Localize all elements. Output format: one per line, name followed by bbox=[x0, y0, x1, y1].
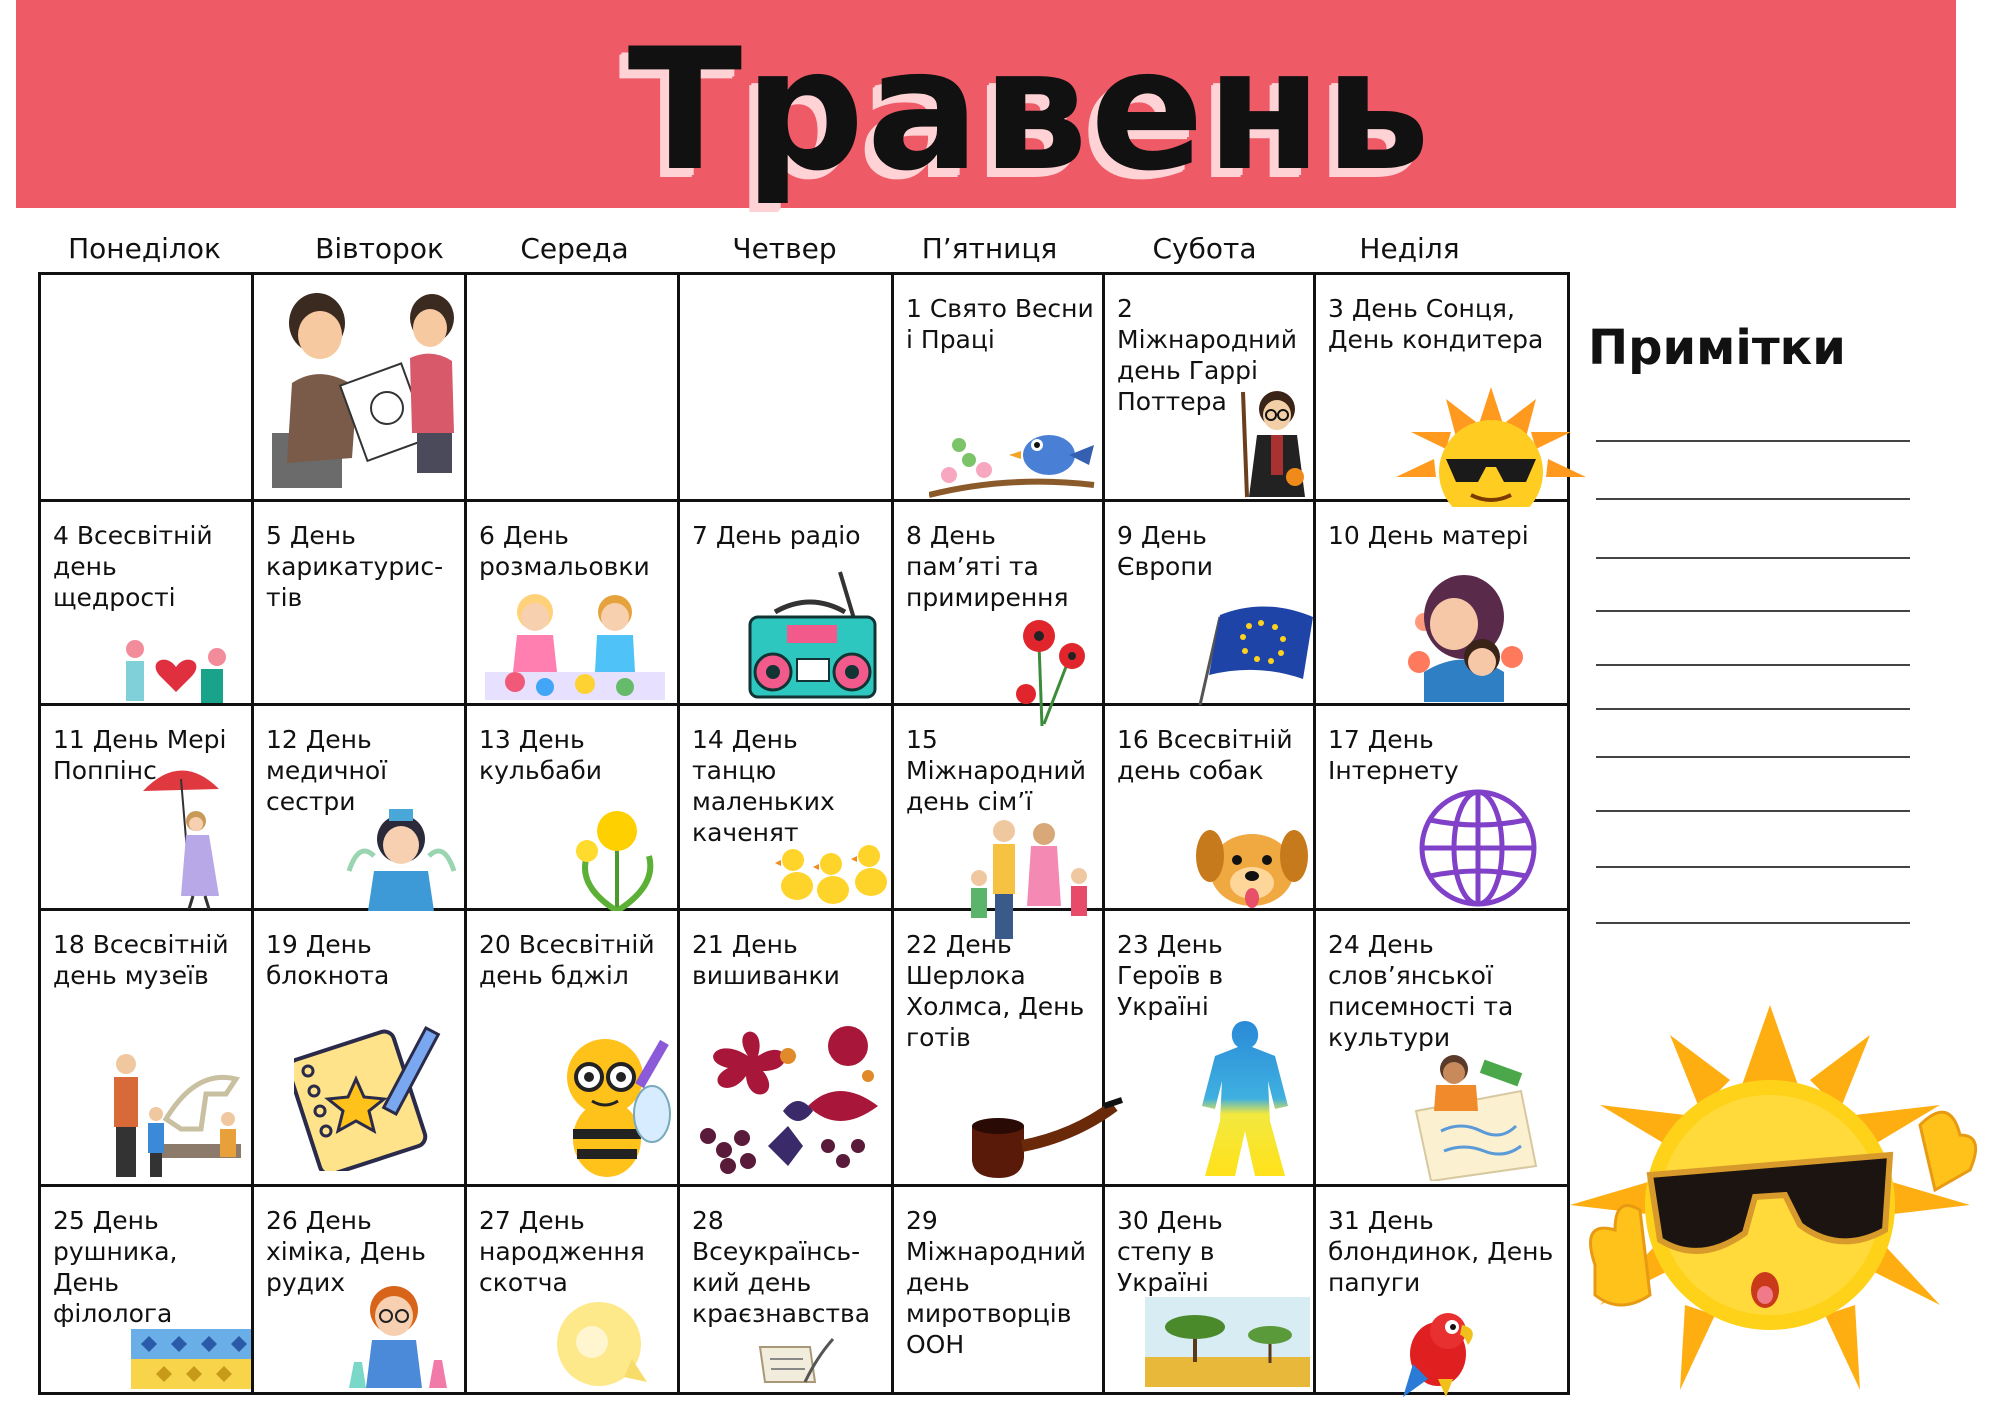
day-label: 1 Свято Весни і Праці bbox=[906, 294, 1094, 354]
day-label: 11 День Мері Поппінс bbox=[53, 725, 227, 785]
weekday-header bbox=[38, 220, 1568, 270]
calendar-cell-empty bbox=[680, 275, 894, 502]
day-label: 14 День танцю маленьких каченят bbox=[692, 725, 835, 847]
notes-line bbox=[1596, 866, 1910, 868]
big-sun-sunglasses-icon bbox=[1540, 1005, 1995, 1410]
calendar-grid bbox=[38, 272, 1570, 1395]
notes-line bbox=[1596, 498, 1910, 500]
kids-painting-icon bbox=[475, 587, 675, 702]
calendar-cell bbox=[894, 911, 1105, 1187]
sun-sunglasses-icon bbox=[1386, 387, 1596, 507]
calendar-cell bbox=[1105, 706, 1316, 911]
ducklings-icon bbox=[775, 838, 890, 908]
notebook-icon bbox=[294, 1021, 444, 1171]
giving-heart-icon bbox=[121, 637, 231, 707]
sherlock-pipe-icon bbox=[964, 1096, 1124, 1181]
embroidered-towel-icon bbox=[131, 1329, 251, 1389]
bee-icon bbox=[547, 1029, 677, 1179]
calendar-cell bbox=[467, 706, 680, 911]
day-label: 13 День кульбаби bbox=[479, 725, 603, 785]
calendar-cell bbox=[680, 502, 894, 706]
calendar-cell bbox=[254, 706, 467, 911]
eu-flag-icon bbox=[1195, 597, 1315, 707]
calendar-cell bbox=[467, 911, 680, 1187]
day-label: 19 День блокнота bbox=[266, 930, 390, 990]
steppe-landscape-icon bbox=[1145, 1297, 1310, 1387]
notes-line bbox=[1596, 708, 1910, 710]
day-label: 18 Всесвітній день музеїв bbox=[53, 930, 229, 990]
calendar-cell bbox=[254, 911, 467, 1187]
scroll-quill-icon bbox=[755, 1337, 835, 1387]
calendar-cell bbox=[1105, 502, 1316, 706]
day-label: 17 День Інтернету bbox=[1328, 725, 1459, 785]
calendar-cell bbox=[894, 706, 1105, 911]
notes-line bbox=[1596, 664, 1910, 666]
dandelion-icon bbox=[557, 806, 677, 911]
calendar-cell bbox=[1316, 275, 1567, 502]
calendar-cell bbox=[680, 1187, 894, 1392]
day-label: 22 День Шерлока Холмса, День готів bbox=[906, 930, 1085, 1052]
day-label: 31 День блондинок, День папуги bbox=[1328, 1206, 1554, 1297]
day-label: 6 День розмальовки bbox=[479, 521, 650, 581]
day-label: 16 Всесвітній день собак bbox=[1117, 725, 1293, 785]
chemist-child-icon bbox=[344, 1282, 454, 1390]
calendar-cell bbox=[1316, 1187, 1567, 1392]
calendar-cell bbox=[1316, 706, 1567, 911]
day-label: 7 День радіо bbox=[692, 521, 861, 550]
notes-title: Примітки bbox=[1588, 320, 1846, 376]
calendar-cell-empty bbox=[41, 275, 254, 502]
calendar-cell bbox=[1105, 911, 1316, 1187]
day-label: 21 День вишиванки bbox=[692, 930, 840, 990]
calendar-cell bbox=[894, 275, 1105, 502]
day-label: 26 День хіміка, День рудих bbox=[266, 1206, 426, 1297]
day-label: 9 День Європи bbox=[1117, 521, 1213, 581]
notes-line bbox=[1596, 440, 1910, 442]
calendar-cell bbox=[254, 1187, 467, 1392]
weekday-label: Субота bbox=[1152, 232, 1257, 265]
dog-icon bbox=[1190, 818, 1315, 910]
ukrainian-hero-icon bbox=[1190, 1021, 1300, 1181]
notes-line bbox=[1596, 610, 1910, 612]
museum-dinosaur-icon bbox=[106, 1049, 246, 1179]
calendar-cell bbox=[41, 911, 254, 1187]
page-title: Травень bbox=[627, 12, 1433, 208]
calendar-cell bbox=[894, 1187, 1105, 1392]
nurse-icon bbox=[344, 801, 459, 911]
day-label: 20 Всесвітній день бджіл bbox=[479, 930, 655, 990]
weekday-label: П’ятниця bbox=[921, 232, 1058, 265]
day-label: 23 День Героїв в Україні bbox=[1117, 930, 1224, 1021]
notes-line bbox=[1596, 810, 1910, 812]
child-writing-scroll-icon bbox=[1406, 1051, 1541, 1181]
day-label: 12 День медичної сестри bbox=[266, 725, 388, 816]
calendar-cell bbox=[1316, 911, 1567, 1187]
day-label: 24 День слов’янської писемності та культури bbox=[1328, 930, 1514, 1052]
day-label: 4 Всесвітній день щедрості bbox=[53, 521, 213, 612]
day-label: 10 День матері bbox=[1328, 521, 1529, 550]
day-label: 27 День народження скотча bbox=[479, 1206, 645, 1297]
mother-child-icon bbox=[1404, 562, 1524, 702]
day-label: 30 День степу в Україні bbox=[1117, 1206, 1223, 1297]
day-label: 5 День карикатурис-тів bbox=[266, 521, 444, 612]
calendar-cell-empty bbox=[467, 275, 680, 502]
calendar-cell bbox=[1316, 502, 1567, 706]
tape-roll-icon bbox=[552, 1297, 647, 1392]
day-label: 29 Міжнародний день миротворців ООН bbox=[906, 1206, 1086, 1359]
vyshyvanka-ornament-icon bbox=[688, 1016, 888, 1181]
calendar-cell bbox=[467, 502, 680, 706]
calendar-cell bbox=[41, 502, 254, 706]
notes-line bbox=[1596, 922, 1910, 924]
day-label: 2 Міжнародний день Гаррі Поттера bbox=[1117, 294, 1297, 416]
calendar-cell bbox=[680, 706, 894, 911]
calendar-cell bbox=[680, 911, 894, 1187]
weekday-label: Понеділок bbox=[68, 232, 221, 265]
weekday-label: Четвер bbox=[732, 232, 837, 265]
day-label: 8 День пам’яті та примирення bbox=[906, 521, 1069, 612]
calendar-cell bbox=[1105, 1187, 1316, 1392]
bird-on-branch-icon bbox=[929, 415, 1099, 505]
calendar-cell bbox=[894, 502, 1105, 706]
calendar-cell bbox=[1105, 275, 1316, 502]
day-label: 15 Міжнародний день сім’ї bbox=[906, 725, 1086, 816]
mary-poppins-umbrella-icon bbox=[141, 761, 241, 911]
weekday-label: Неділя bbox=[1359, 232, 1460, 265]
harry-potter-icon bbox=[1235, 387, 1315, 502]
radio-icon bbox=[745, 567, 880, 702]
calendar-cell bbox=[467, 1187, 680, 1392]
weekday-label: Вівторок bbox=[315, 232, 444, 265]
notes-line bbox=[1596, 557, 1910, 559]
day-label: 25 День рушника, День філолога bbox=[53, 1206, 178, 1328]
calendar-cell-empty bbox=[254, 275, 467, 502]
globe-icon bbox=[1416, 788, 1541, 908]
notes-line bbox=[1596, 756, 1910, 758]
day-label: 28 Всеукраїнсь-кий день краєзнавства bbox=[692, 1206, 871, 1328]
calendar-cell bbox=[41, 1187, 254, 1392]
parrot-icon bbox=[1398, 1309, 1498, 1399]
calendar-cell bbox=[41, 706, 254, 911]
day-label: 3 День Сонця, День кондитера bbox=[1328, 294, 1544, 354]
weekday-label: Середа bbox=[520, 232, 629, 265]
artist-drawing-icon bbox=[262, 283, 462, 493]
calendar-cell bbox=[254, 502, 467, 706]
